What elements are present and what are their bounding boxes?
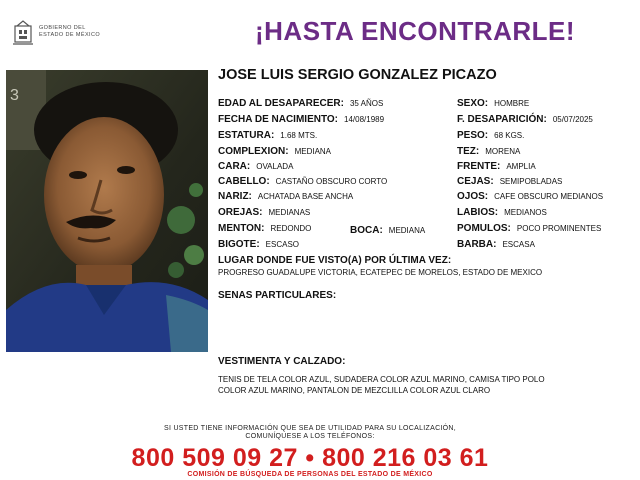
field-pomulos <box>457 222 601 235</box>
field-estatura <box>218 129 317 142</box>
field-value: AMPLIA <box>506 162 536 171</box>
last-seen-value: PROGRESO GUADALUPE VICTORIA, ECATEPEC DE MORELOS, ESTADO DE MEXICO <box>218 268 543 277</box>
vestimenta-line-2: COLOR AZUL MARINO, PANTALON DE MEZCLILLA COLOR AZUL CLARO <box>218 386 491 395</box>
gov-line-1: GOBIERNO DEL <box>39 25 86 31</box>
field-value: 68 KGS. <box>494 131 525 140</box>
vestimenta-line-1: TENIS DE TELA COLOR AZUL, SUDADERA COLOR AZUL MARINO, CAMISA TIPO POLO <box>218 375 545 384</box>
vestimenta-label: VESTIMENTA Y CALZADO: <box>218 356 346 367</box>
comision-name: COMISIÓN DE BÚSQUEDA DE PERSONAS DEL ESTADO DE MÉXICO <box>187 471 433 478</box>
field-value: ESCASO <box>265 240 300 249</box>
field-cabello <box>218 175 387 188</box>
field-peso <box>457 129 524 142</box>
field-cejas <box>457 175 562 188</box>
field-value: POCO PROMINENTES <box>516 224 602 233</box>
field-label: PESO: <box>457 130 489 141</box>
svg-text:3: 3 <box>10 87 19 104</box>
field-value: OVALADA <box>256 162 294 171</box>
field-value: MEDIANAS <box>268 208 311 217</box>
field-label: POMULOS: <box>457 223 511 234</box>
field-value: MEDIANA <box>388 226 426 235</box>
field-orejas <box>218 206 310 219</box>
field-label: CABELLO: <box>218 176 270 187</box>
person-photo <box>6 70 208 352</box>
field-value: ESCASA <box>502 240 535 249</box>
field-boca <box>350 224 425 237</box>
last-seen-label: LUGAR DONDE FUE VISTO(A) POR ÚLTIMA VEZ: <box>218 255 452 266</box>
field-label: F. DESAPARICIÓN: <box>457 114 547 125</box>
field-complexion <box>218 145 331 158</box>
field-bigote <box>218 238 299 251</box>
field-cara <box>218 160 293 173</box>
field-value: 05/07/2025 <box>552 115 593 124</box>
state-crest-icon <box>12 20 34 46</box>
headline: ¡HASTA ENCONTRARLE! <box>255 16 576 46</box>
field-value: MEDIANA <box>294 147 332 156</box>
field-label: COMPLEXION: <box>218 146 289 157</box>
field-barba <box>457 238 535 251</box>
field-value: REDONDO <box>270 224 312 233</box>
field-label: BIGOTE: <box>218 239 260 250</box>
field-frente <box>457 160 536 173</box>
info-line-2: COMUNÍQUESE A LOS TELÉFONOS: <box>245 433 375 440</box>
field-nariz <box>218 190 353 203</box>
field-sexo <box>457 97 529 110</box>
field-value: HOMBRE <box>494 99 530 108</box>
field-value: MORENA <box>485 147 521 156</box>
field-label: CEJAS: <box>457 176 494 187</box>
field-label: TEZ: <box>457 146 480 157</box>
field-label: FRENTE: <box>457 161 501 172</box>
field-menton <box>218 222 311 235</box>
senas-label: SENAS PARTICULARES: <box>218 290 337 301</box>
info-line-1: SI USTED TIENE INFORMACIÓN QUE SEA DE UTILIDAD PARA SU LOCALIZACIÓN, <box>163 425 457 432</box>
field-label: NARIZ: <box>218 191 252 202</box>
portrait-image <box>6 70 208 352</box>
government-logo <box>12 18 132 48</box>
field-value: 35 AÑOS <box>349 99 384 108</box>
field-value: ACHATADA BASE ANCHA <box>257 192 354 201</box>
field-label: OJOS: <box>457 191 489 202</box>
field-label: BARBA: <box>457 239 497 250</box>
field-value: SEMIPOBLADAS <box>499 177 563 186</box>
field-label: BOCA: <box>350 225 383 236</box>
field-value: CAFE OBSCURO MEDIANOS <box>494 192 604 201</box>
field-ojos <box>457 190 603 203</box>
field-value: 1.68 MTS. <box>280 131 318 140</box>
field-label: CARA: <box>218 161 251 172</box>
gov-line-2: ESTADO DE MÉXICO <box>39 32 100 38</box>
field-label: EDAD AL DESAPARECER: <box>218 98 344 109</box>
field-label: OREJAS: <box>218 207 263 218</box>
field-label: MENTON: <box>218 223 265 234</box>
field-label: FECHA DE NACIMIENTO: <box>218 114 338 125</box>
field-labios <box>457 206 547 219</box>
person-name: JOSE LUIS SERGIO GONZALEZ PICAZO <box>218 67 497 83</box>
field-label: ESTATURA: <box>218 130 275 141</box>
field-value: 14/08/1989 <box>344 115 385 124</box>
field-tez <box>457 145 520 158</box>
field-edad <box>218 97 383 110</box>
field-label: SEXO: <box>457 98 489 109</box>
field-value: CASTAÑO OBSCURO CORTO <box>275 177 388 186</box>
field-desaparicion <box>457 113 593 126</box>
phone-numbers: 800 509 09 27 • 800 216 03 61 <box>131 444 489 472</box>
field-label: LABIOS: <box>457 207 499 218</box>
field-nacimiento <box>218 113 384 126</box>
field-value: MEDIANOS <box>504 208 547 217</box>
